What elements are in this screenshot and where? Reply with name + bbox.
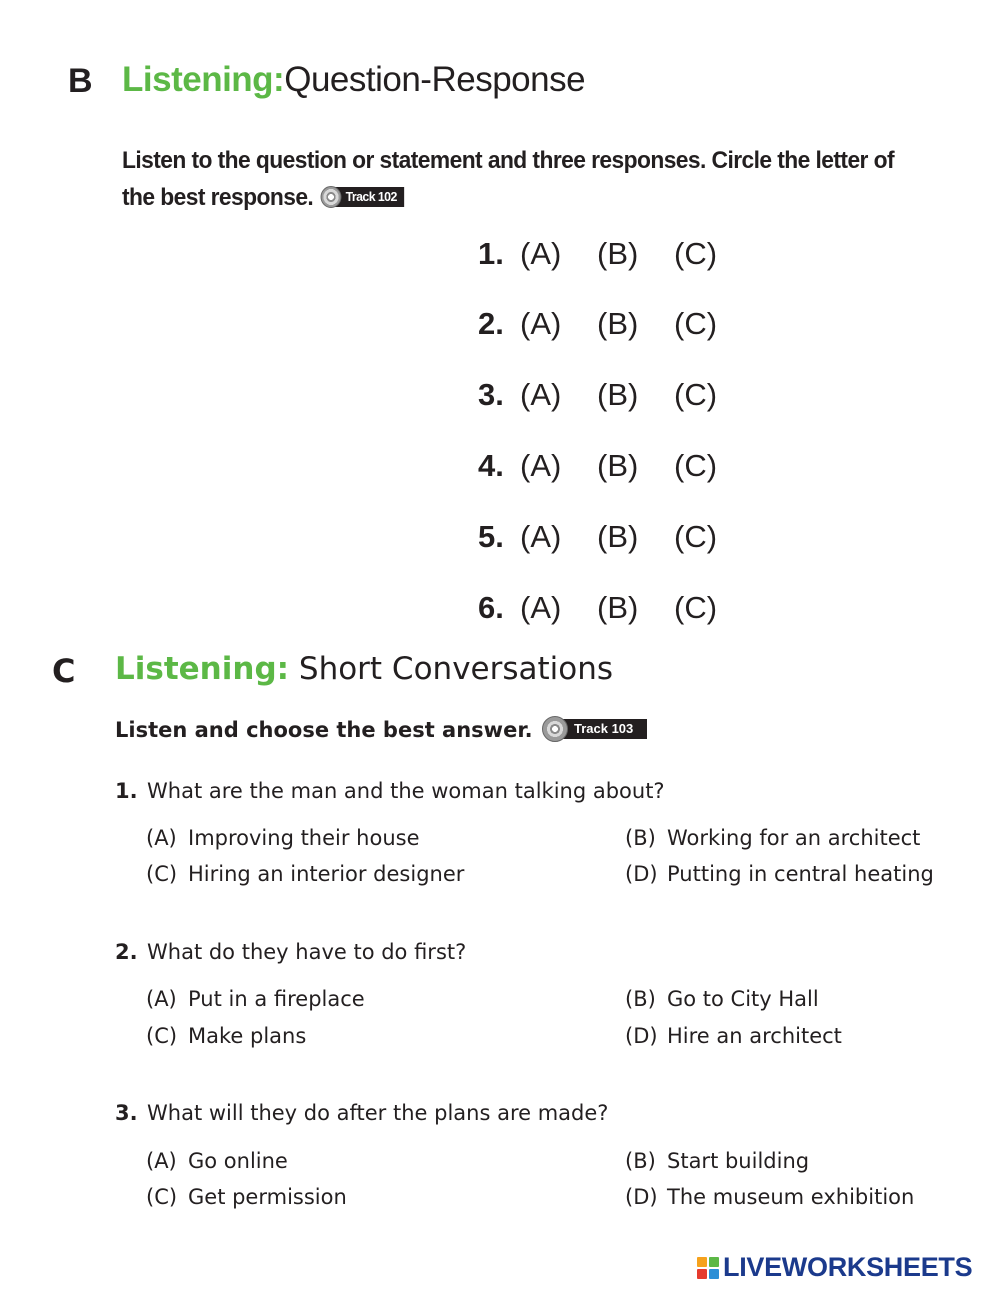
option-b[interactable]: (B) (597, 236, 639, 271)
section-c-instruction-text: Listen and choose the best answer. (115, 718, 533, 742)
section-b-title (122, 60, 585, 100)
choice-text: Start building (667, 1149, 810, 1173)
section-c-title-highlight: Listening: (115, 651, 290, 687)
choice-letter: (A) (146, 826, 177, 850)
choice-text: The museum exhibition (667, 1185, 915, 1209)
section-c-title (115, 651, 613, 687)
option-c[interactable]: (C) (674, 377, 718, 412)
option-b[interactable]: (B) (597, 306, 639, 341)
option-b[interactable]: (B) (597, 590, 639, 625)
option-b[interactable]: (B) (597, 519, 639, 554)
q2-choice-a[interactable] (146, 987, 365, 1011)
option-c[interactable]: (C) (674, 519, 718, 554)
answer-number: 6. (478, 590, 504, 625)
choice-letter: (B) (625, 826, 656, 850)
question-number: 1. (115, 779, 138, 803)
choice-text: Improving their house (188, 826, 420, 850)
q2-choice-c[interactable] (146, 1024, 306, 1048)
choice-text: Hiring an interior designer (188, 862, 465, 886)
choice-letter: (D) (625, 1185, 658, 1209)
choice-text: Go to City Hall (667, 987, 819, 1011)
section-c-track-button[interactable] (542, 716, 647, 742)
q1-choice-b[interactable] (625, 826, 920, 850)
choice-letter: (B) (625, 987, 656, 1011)
q3-choice-b[interactable] (625, 1149, 809, 1173)
choice-letter: (A) (146, 1149, 177, 1173)
option-c[interactable]: (C) (674, 590, 718, 625)
option-b[interactable]: (B) (597, 377, 639, 412)
choice-letter: (C) (146, 1185, 178, 1209)
choice-letter: (B) (625, 1149, 656, 1173)
option-c[interactable]: (C) (674, 448, 718, 483)
cd-icon (321, 186, 342, 208)
answer-number: 3. (478, 377, 504, 412)
logo-blocks-icon (697, 1257, 719, 1279)
option-a[interactable]: (A) (520, 590, 562, 625)
q3-choice-d[interactable] (625, 1185, 914, 1209)
section-c-track-label: Track 103 (560, 719, 647, 739)
choice-letter: (D) (625, 1024, 658, 1048)
section-b-track-label: Track 102 (334, 187, 404, 207)
question-3 (115, 1101, 608, 1125)
choice-text: Make plans (188, 1024, 307, 1048)
q2-choice-b[interactable] (625, 987, 819, 1011)
answer-number: 5. (478, 519, 504, 554)
option-b[interactable]: (B) (597, 448, 639, 483)
section-b-instruction (122, 142, 901, 216)
section-c-letter: C (52, 652, 76, 690)
q1-choice-c[interactable] (146, 862, 464, 886)
question-number: 3. (115, 1101, 138, 1125)
q1-choice-a[interactable] (146, 826, 420, 850)
option-a[interactable]: (A) (520, 306, 562, 341)
q3-choice-c[interactable] (146, 1185, 347, 1209)
choice-text: Go online (188, 1149, 288, 1173)
section-b-title-highlight: Listening: (122, 60, 285, 99)
section-b-title-rest: Question-Response (284, 60, 586, 99)
option-c[interactable]: (C) (674, 306, 718, 341)
answer-number: 4. (478, 448, 504, 483)
answer-number: 2. (478, 306, 504, 341)
option-a[interactable]: (A) (520, 519, 562, 554)
choice-letter: (C) (146, 1024, 178, 1048)
choice-text: Put in a fireplace (188, 987, 365, 1011)
option-a[interactable]: (A) (520, 236, 562, 271)
q3-choice-a[interactable] (146, 1149, 288, 1173)
cd-icon (542, 716, 568, 742)
question-2 (115, 940, 466, 964)
question-text: What will they do after the plans are made? (147, 1101, 609, 1125)
choice-text: Putting in central heating (667, 862, 934, 886)
question-text: What do they have to do first? (147, 940, 467, 964)
section-b-instruction-text: Listen to the question or statement and three responses. Circle the letter of the best response. (122, 147, 895, 211)
choice-letter: (D) (625, 862, 658, 886)
q2-choice-d[interactable] (625, 1024, 842, 1048)
liveworksheets-logo[interactable] (697, 1252, 972, 1283)
option-a[interactable]: (A) (520, 377, 562, 412)
section-b-track-button[interactable] (321, 186, 404, 208)
choice-letter: (A) (146, 987, 177, 1011)
question-number: 2. (115, 940, 138, 964)
choice-text: Get permission (188, 1185, 347, 1209)
question-1 (115, 779, 665, 803)
option-c[interactable]: (C) (674, 236, 718, 271)
section-c-title-rest: Short Conversations (298, 651, 614, 687)
answer-number: 1. (478, 236, 504, 271)
logo-text: LIVEWORKSHEETS (723, 1252, 973, 1282)
choice-letter: (C) (146, 862, 178, 886)
q1-choice-d[interactable] (625, 862, 934, 886)
option-a[interactable]: (A) (520, 448, 562, 483)
section-c-instruction (115, 718, 647, 744)
section-b-letter: B (68, 62, 93, 100)
question-text: What are the man and the woman talking about? (147, 779, 665, 803)
choice-text: Working for an architect (667, 826, 921, 850)
choice-text: Hire an architect (667, 1024, 842, 1048)
